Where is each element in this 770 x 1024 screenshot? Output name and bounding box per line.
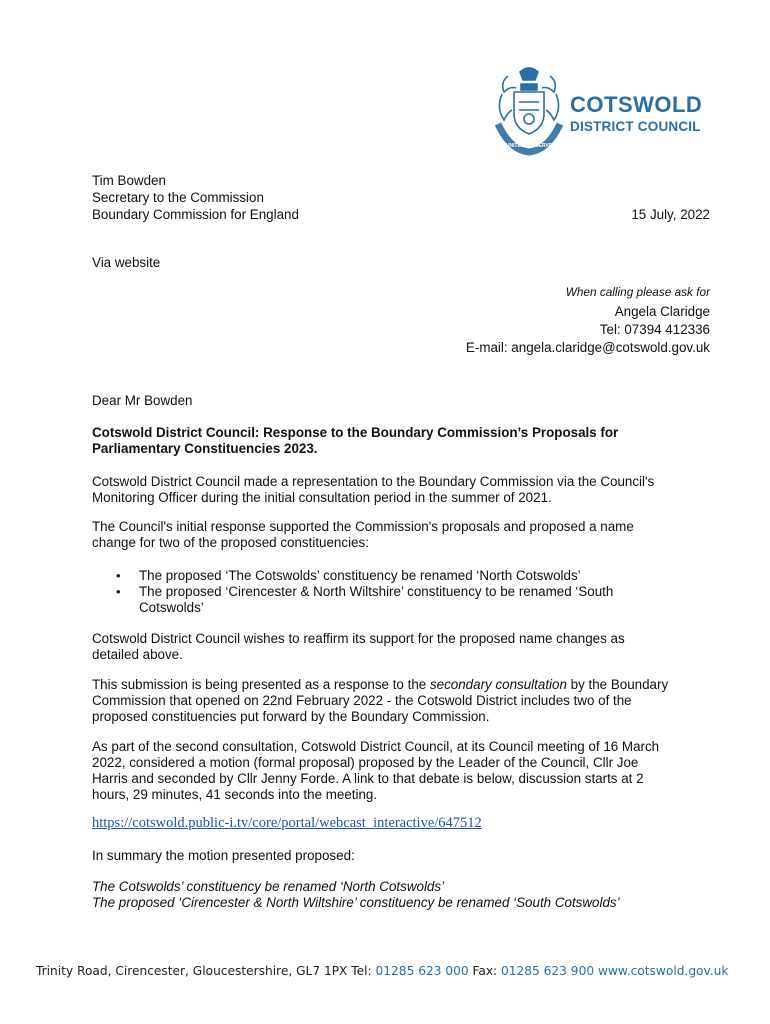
letter-date: 15 July, 2022 [631,207,710,222]
paragraph-4-text: by the Boundary [566,677,669,692]
paragraph-3-line-1: Cotswold District Council wishes to reaffirm its support for the proposed name changes as [92,631,625,646]
paragraph-4-line-2: Commission that opened on 22nd February 2022 - the Cotswold District includes two of the [92,693,632,708]
paragraph-3-line-2: detailed above. [92,647,183,662]
coat-of-arms-icon [490,62,568,158]
subject-line-1: Cotswold District Council: Response to the Boundary Commission’s Proposals for [92,425,619,440]
summary-intro: In summary the motion presented proposed: [92,848,355,863]
paragraph-4-emphasis: secondary consultation [429,677,567,692]
footer-fax: 01285 623 900 [501,964,595,978]
paragraph-5-line-1: As part of the second consultation, Cotswold District Council, at its Council meeting of 16 March [92,739,660,754]
recipient-name: Tim Bowden [92,173,166,188]
recipient-role: Secretary to the Commission [92,190,264,205]
footer-fax-label: Fax: [472,964,498,978]
contact-tel: Tel: 07394 412336 [599,322,710,337]
paragraph-2-line-1: The Council's initial response supported the Commission's proposals and proposed a name [92,519,634,534]
paragraph-5-line-4: hours, 29 minutes, 41 seconds into the meeting. [92,787,378,802]
paragraph-4-line-1 [92,677,668,693]
paragraph-5-line-3: Harris and seconded by Cllr Jenny Forde. A link to that debate is below, discussion starts at 2 [92,771,644,786]
council-logo [490,62,710,162]
motion-line-1: The Cotswolds’ constituency be renamed ‘North Cotswolds’ [92,879,445,894]
logo-subtitle: DISTRICT COUNCIL [570,119,701,134]
paragraph-1-line-1: Cotswold District Council made a representation to the Boundary Commission via the Council's [92,474,655,489]
paragraph-1-line-2: Monitoring Officer during the initial consultation period in the summer of 2021. [92,490,552,505]
webcast-link[interactable]: https://cotswold.public-i.tv/core/portal/webcast_interactive/647512 [92,815,482,831]
motto-text: UNITED WE SERVE [505,143,553,149]
bullet-item-1: The proposed ‘The Cotswolds’ constituency be renamed ‘North Cotswolds’ [139,568,581,583]
delivery-method: Via website [92,255,161,270]
subject-line-2: Parliamentary Constituencies 2023. [92,441,318,456]
footer-tel-label: Tel: [351,964,372,978]
bullet-icon: • [116,584,121,599]
paragraph-2-line-2: change for two of the proposed constituencies: [92,535,369,550]
logo-title: COTSWOLD [570,92,703,117]
bullet-item-2-line-1: The proposed ‘Cirencester & North Wiltshire’ constituency to be renamed ‘South [139,584,614,599]
motion-line-2: The proposed ‘Cirencester & North Wiltshire’ constituency be renamed ‘South Cotswolds’ [92,895,620,910]
contact-name: Angela Claridge [614,304,710,319]
salutation: Dear Mr Bowden [92,393,193,408]
footer-address: Trinity Road, Cirencester, Gloucestershire, GL7 1PX [36,964,348,978]
contact-prompt: When calling please ask for [565,285,710,299]
footer-website[interactable]: www.cotswold.gov.uk [597,964,729,978]
bullet-icon: • [116,568,121,583]
contact-email: E-mail: angela.claridge@cotswold.gov.uk [465,340,710,355]
bullet-item-2-line-2: Cotswolds’ [139,600,204,615]
footer-tel: 01285 623 000 [375,964,469,978]
paragraph-4-line-3: proposed constituencies put forward by the Boundary Commission. [92,709,490,724]
letter-footer [36,964,728,978]
paragraph-4-text: This submission is being presented as a response to the [92,677,430,692]
paragraph-5-line-2: 2022, considered a motion (formal proposal) proposed by the Leader of the Council, Cllr Joe [92,755,639,770]
recipient-organisation: Boundary Commission for England [92,207,299,222]
